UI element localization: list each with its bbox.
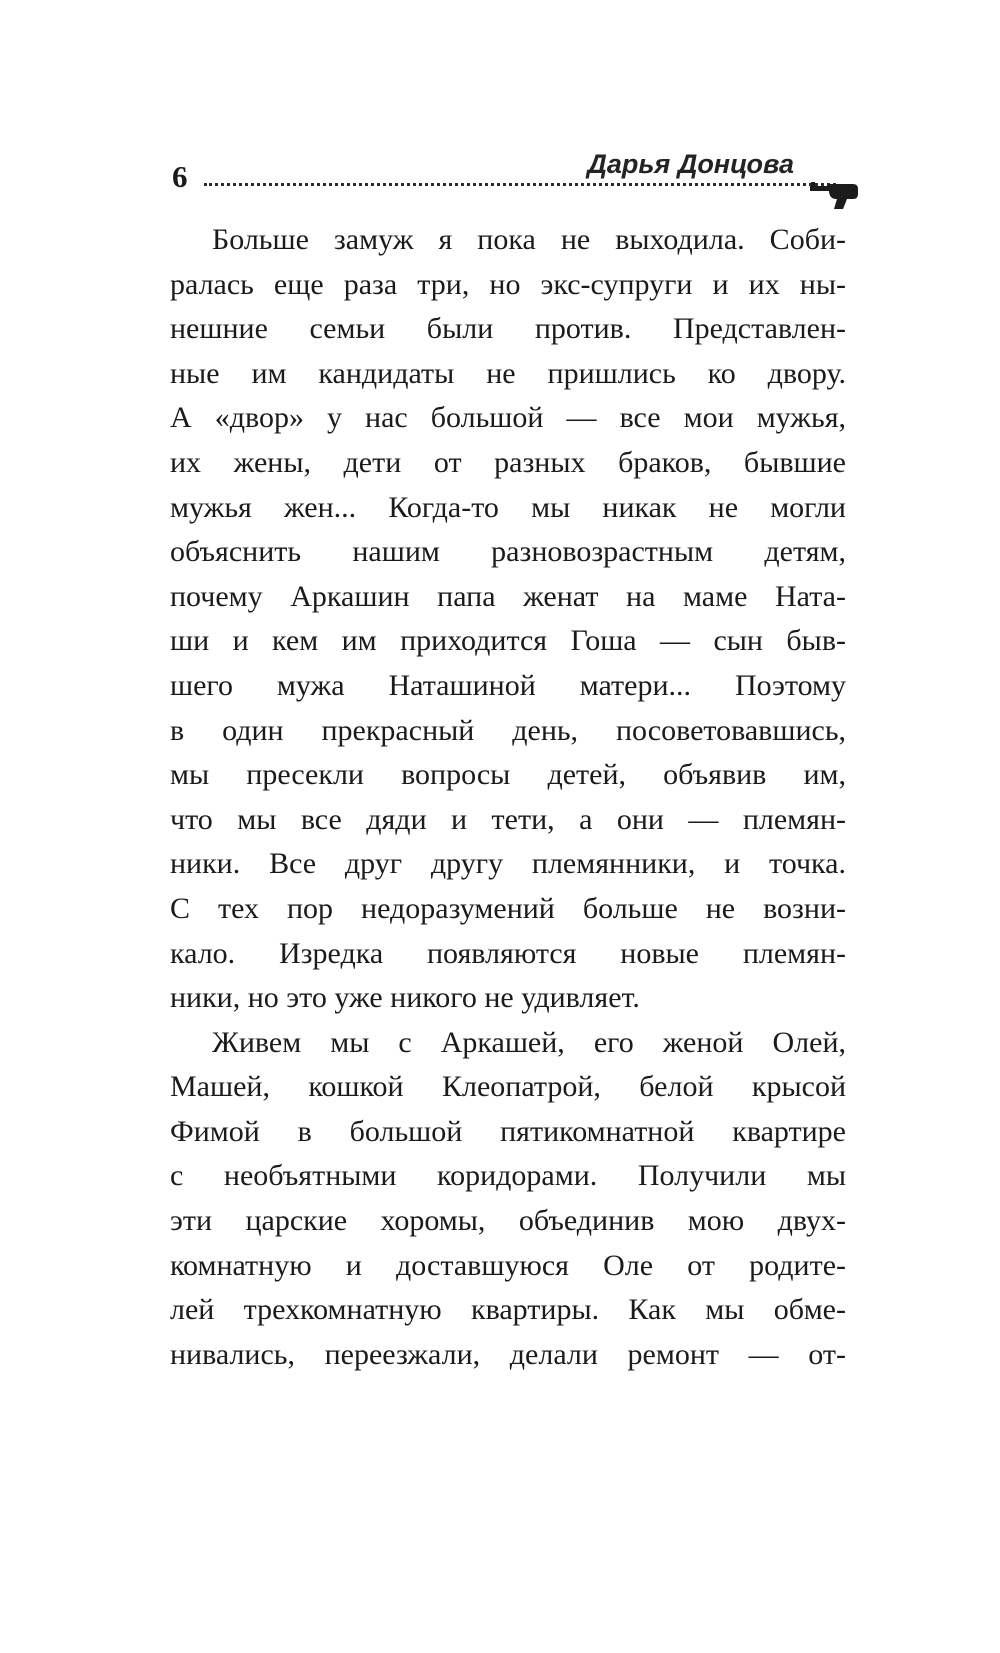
text-line: эти царские хоромы, объединив мою двух- — [170, 1204, 846, 1238]
text-line: Машей, кошкой Клеопатрой, белой крысой — [170, 1070, 846, 1104]
text-line: комнатную и доставшуюся Оле от родите- — [170, 1248, 846, 1282]
text-line: мужья жен... Когда-то мы никак не могли — [170, 490, 846, 524]
text-line: нешние семьи были против. Представлен- — [170, 312, 846, 346]
text-line: ши и кем им приходится Гоша — сын быв- — [170, 624, 846, 658]
text-line: в один прекрасный день, посоветовавшись, — [170, 713, 846, 747]
body-text — [170, 218, 846, 1377]
revolver-icon — [810, 176, 862, 210]
running-head-author: Дарья Донцова — [587, 149, 794, 179]
text-line: нивались, переезжали, делали ремонт — от- — [170, 1337, 846, 1371]
text-line: Фимой в большой пятикомнатной квартире — [170, 1114, 846, 1148]
text-line: лей трехкомнатную квартиры. Как мы обме- — [170, 1293, 846, 1327]
text-line: с необъятными коридорами. Получили мы — [170, 1159, 846, 1193]
page-header — [170, 146, 846, 194]
text-line: объяснить нашим разновозрастным детям, — [170, 535, 846, 569]
text-line: Живем мы с Аркашей, его женой Олей, — [212, 1025, 846, 1059]
text-line: их жены, дети от разных браков, бывшие — [170, 445, 846, 479]
text-line: ралась еще раза три, но экс-супруги и их ны- — [170, 267, 846, 301]
dotted-leader — [204, 183, 836, 186]
text-block — [170, 146, 846, 1377]
text-line: ники, но это уже никого не удивляет. — [170, 981, 640, 1015]
text-line: А «двор» у нас большой — все мои мужья, — [170, 401, 846, 435]
text-line: ные им кандидаты не пришлись ко двору. — [170, 356, 846, 390]
text-line: что мы все дяди и тети, а они — племян- — [170, 802, 846, 836]
text-line: кало. Изредка появляются новые племян- — [170, 936, 846, 970]
text-line: шего мужа Наташиной матери... Поэтому — [170, 668, 846, 702]
text-line: С тех пор недоразумений больше не возни- — [170, 891, 846, 925]
text-line: ники. Все друг другу племянники, и точка. — [170, 847, 846, 881]
text-line: почему Аркашин папа женат на маме Ната- — [170, 579, 846, 613]
text-line: мы пресекли вопросы детей, объявив им, — [170, 758, 846, 792]
page-number: 6 — [172, 159, 188, 194]
text-line: Больше замуж я пока не выходила. Соби- — [212, 223, 846, 256]
